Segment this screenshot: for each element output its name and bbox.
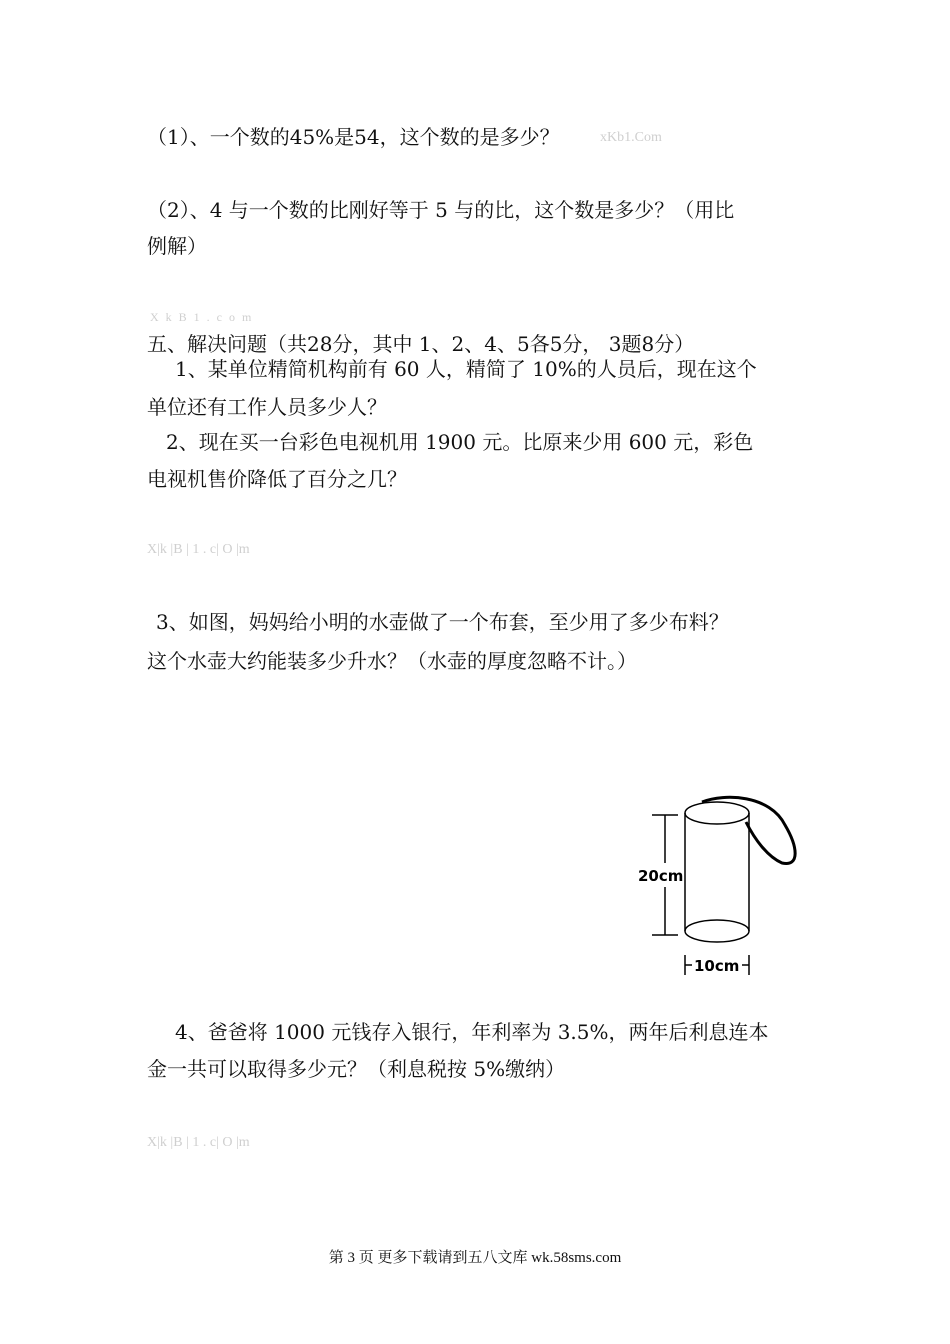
watermark-text: X k B 1 . c o m	[150, 310, 254, 324]
section-5-heading: 五、解决问题（共28分，其中 1、2、4、5各5分， 3题8分）	[147, 332, 695, 356]
watermark-text: xKb1.Com	[600, 130, 662, 145]
problem-2-line-2: 电视机售价降低了百分之几？	[147, 467, 407, 491]
problem-1-line-2: 单位还有工作人员多少人？	[147, 395, 387, 419]
problem-4-line-2: 金一共可以取得多少元？（利息税按 5%缴纳）	[147, 1057, 566, 1081]
watermark-text: X|k |B | 1 . c| O |m	[147, 1135, 250, 1150]
problem-1-line-1: 1、某单位精简机构前有 60 人，精简了 10%的人员后，现在这个	[175, 357, 757, 381]
watermark-text: X|k |B | 1 . c| O |m	[147, 542, 250, 557]
cylinder-bottom	[685, 920, 749, 942]
cylinder-top	[685, 802, 749, 824]
page-footer: 第 3 页 更多下载请到五八文库 wk.58sms.com	[328, 1250, 622, 1266]
problem-4-line-1: 4、爸爸将 1000 元钱存入银行，年利率为 3.5%，两年后利息连本	[175, 1020, 769, 1044]
water-bottle-figure	[630, 785, 810, 985]
problem-3-line-2: 这个水壶大约能装多少升水？（水壶的厚度忽略不计。）	[147, 649, 637, 673]
problem-2-line-1: 2、现在买一台彩色电视机用 1900 元。比原来少用 600 元，彩色	[166, 430, 754, 454]
problem-3-line-1: 3、如图，妈妈给小明的水壶做了一个布套，至少用了多少布料？	[156, 610, 729, 634]
question-2-line-2: 例解）	[147, 234, 207, 258]
diameter-label: 10cm	[694, 957, 740, 975]
question-2-line-1: （2）、4 与一个数的比刚好等于 5 与的比，这个数是多少？（用比	[147, 198, 735, 222]
question-1: （1）、一个数的45%是54，这个数的是多少？	[147, 125, 560, 149]
height-label: 20cm	[638, 867, 684, 885]
